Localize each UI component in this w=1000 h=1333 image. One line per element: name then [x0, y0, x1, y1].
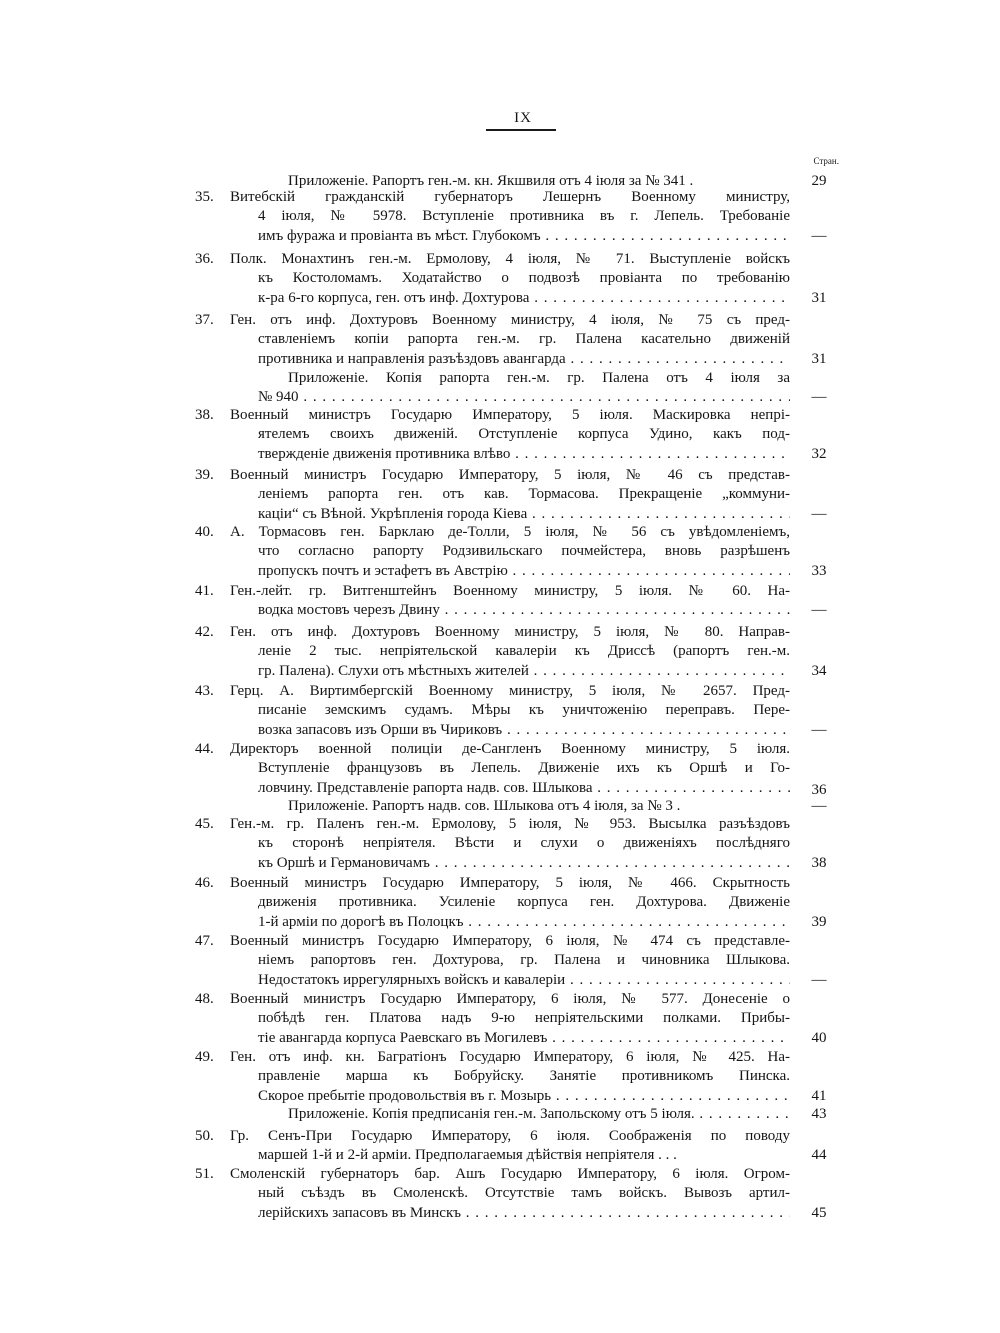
entry-line-text: водка мостовъ черезъ Двину . . . — [258, 602, 790, 618]
entry-line — [258, 834, 790, 853]
entry-page-number: 44 — [811, 1147, 827, 1164]
entry-number: 36. — [195, 251, 214, 267]
entry-line — [230, 874, 790, 893]
entry-line-text: ніемъ рапортовъ ген. Дохтурова, гр. Палена и чиновника Шлыкова. — [258, 952, 790, 969]
entry-page-number: 38 — [811, 854, 827, 871]
entry-number: 47. — [195, 933, 214, 949]
entry-line — [230, 1165, 790, 1184]
entry-line-text: Военный министръ Государю Императору, 6 іюля, № 474 съ представле- — [230, 933, 790, 949]
entry-line-text: возка запасовъ изъ Орши въ Чириковъ . . . — [258, 722, 790, 738]
entry-line-text: Военный министръ Государю Императору, 6 іюля, № 577. Донесеніе о — [230, 991, 790, 1007]
entry-line — [258, 227, 790, 246]
entry-page-number: — — [811, 721, 827, 738]
entry-line-text: А. Тормасовъ ген. Барклаю де-Толли, 5 іюля, № 56 съ увѣдомленіемъ, — [230, 524, 790, 540]
entry-number: 42. — [195, 624, 214, 640]
entry-line-text: Вступленіе французовъ въ Лепель. Движеніе ихъ къ Оршѣ и Го- — [258, 760, 790, 777]
entry-line — [230, 582, 790, 601]
entry-line-text: писаніе земскимъ судамъ. Мѣры къ уничтоженію переправъ. Пере- — [258, 702, 790, 719]
entry-number: 35. — [195, 189, 214, 205]
entry-line-text: Приложеніе. Рапортъ надв. сов. Шлыкова отъ 4 іюля, за № 3 . — [288, 798, 681, 814]
entry-line — [258, 562, 790, 581]
entry-line — [230, 815, 790, 834]
entry-line-text: Ген. отъ инф. кн. Багратіонъ Государю Императору, 6 іюля, № 425. На- — [230, 1049, 790, 1065]
entry-line — [258, 893, 790, 912]
entry-line-text: Военный министръ Государю Императору, 5 іюля. Маскировка непрі- — [230, 407, 790, 423]
entry-number: 43. — [195, 683, 214, 699]
entry-line-text: правленіе марша къ Бобруйску. Занятіе противникомъ Пинска. — [258, 1068, 790, 1085]
entry-line — [258, 662, 790, 681]
entry-line-text: Недостатокъ иррегулярныхъ войскъ и кавалеріи . . . — [258, 972, 790, 988]
entry-line-text: что согласно рапорту Родзивильскаго почмейстера, вновь разрѣшенъ — [258, 543, 790, 560]
entry-line-text: 4 іюля, № 5978. Вступленіе противника въ г. Лепель. Требованіе — [258, 208, 790, 225]
entry-line-text: ловчину. Представленіе рапорта надв. сов. Шлыкова . . . — [258, 780, 790, 796]
entry-line — [230, 1127, 790, 1146]
entry-number: 50. — [195, 1128, 214, 1144]
entry-line — [258, 1087, 790, 1106]
entry-line-text: твержденіе движенія противника влѣво . . . — [258, 446, 790, 462]
entry-number: 51. — [195, 1166, 214, 1182]
entry-line — [258, 445, 790, 464]
entry-number: 49. — [195, 1049, 214, 1065]
entry-line-text: имъ фуража и провіанта въ мѣст. Глубокомъ . . . — [258, 228, 790, 244]
entry-page-number: 43 — [811, 1106, 827, 1122]
entry-number: 45. — [195, 816, 214, 832]
entry-number: 38. — [195, 407, 214, 423]
entry-line-text: маршей 1-й и 2-й арміи. Предполагаемыя дѣйствія непріятеля . . . — [258, 1147, 677, 1164]
entry-number: 40. — [195, 524, 214, 540]
entry-line-text: противника и направленія разъѣздовъ авангарда . . . — [258, 351, 790, 367]
entry-line — [258, 601, 790, 620]
entry-page-number: — — [811, 505, 827, 522]
entry-page-number: 33 — [811, 562, 827, 579]
entry-line — [258, 388, 790, 407]
entry-line-text: пропускъ почтъ и эстафетъ въ Австрію . . . — [258, 563, 790, 579]
entry-line — [230, 1048, 790, 1067]
entry-line — [258, 1146, 790, 1165]
entry-page-number: — — [811, 227, 827, 244]
entry-line — [230, 990, 790, 1009]
entry-line-text: Гр. Сенъ-При Государю Императору, 6 іюля. Соображенія по поводу — [230, 1128, 790, 1144]
entry-page-number: 32 — [811, 445, 827, 462]
entry-line — [230, 250, 790, 269]
entry-line-text: гр. Палена). Слухи отъ мѣстныхъ жителей . . . — [258, 663, 790, 679]
entry-line — [258, 779, 790, 798]
entry-line-text: Ген. отъ инф. Дохтуровъ Военному министру, 4 іюля, № 75 съ пред- — [230, 312, 790, 328]
entry-line — [258, 951, 790, 970]
entry-line — [258, 1029, 790, 1048]
entry-line-text: каціи“ съ Вѣной. Укрѣпленія города Кіева . . . — [258, 506, 790, 522]
entry-line — [258, 542, 790, 561]
entry-line-text: леніемъ рапорта ген. отъ кав. Тормасова. Прекращеніе „коммуни- — [258, 486, 790, 503]
entry-line-text: леніе 2 тыс. непріятельской кавалеріи къ Дриссѣ (рапортъ ген.-м. — [258, 643, 790, 660]
page-number-rule — [486, 129, 556, 131]
entry-line — [258, 721, 790, 740]
entry-line — [258, 971, 790, 990]
entry-line — [230, 682, 790, 701]
entry-line-text: к-ра 6-го корпуса, ген. отъ инф. Дохтурова . . . — [258, 290, 790, 306]
entry-line-text: 1-й арміи по дорогѣ въ Полоцкъ . . . — [258, 914, 790, 930]
entry-page-number: 36 — [811, 781, 827, 798]
entry-line-text: Полк. Монахтинъ ген.-м. Ермолову, 4 іюля, № 71. Выступленіе войскъ — [230, 251, 790, 267]
entry-line-text: № 940 . . . — [258, 389, 790, 405]
entry-line-text: побѣдѣ ген. Платова надъ 9-ю непріятельскими полками. Прибы- — [258, 1010, 790, 1027]
entry-number: 39. — [195, 467, 214, 483]
entry-line-text: ятелемъ своихъ движеній. Отступленіе корпуса Удино, какъ под- — [258, 426, 790, 443]
entry-page-number: 45 — [811, 1204, 827, 1221]
entry-number: 37. — [195, 312, 214, 328]
entry-line — [258, 701, 790, 720]
entry-line — [258, 350, 790, 369]
entry-line-text: Военный министръ Государю Императору, 5 іюля, № 466. Скрытность — [230, 875, 790, 891]
entry-line — [258, 207, 790, 226]
entry-line — [258, 759, 790, 778]
entry-page-number: 29 — [811, 173, 827, 189]
entry-line — [258, 485, 790, 504]
entry-line — [258, 913, 790, 932]
entry-page-number: — — [811, 798, 827, 814]
entry-line-text: къ Оршѣ и Германовичамъ . . . — [258, 855, 790, 871]
entry-line-text: Смоленскій губернаторъ бар. Ашъ Государю Императору, 6 іюля. Огром- — [230, 1166, 790, 1182]
entry-line — [258, 854, 790, 873]
entry-line — [258, 330, 790, 349]
entry-line-text: къ Костоломамъ. Ходатайство о подвозѣ провіанта по требованію — [258, 270, 790, 287]
entry-page-number: — — [811, 971, 827, 988]
entry-page-number: — — [811, 389, 827, 406]
entry-number: 48. — [195, 991, 214, 1007]
entry-line-text: Приложеніе. Копія предписанія ген.-м. Запольскому отъ 5 іюля. . . . — [288, 1106, 790, 1122]
entry-line — [288, 1105, 790, 1124]
entry-line-text: Витебскій гражданскій губернаторъ Лешернъ Военному министру, — [230, 189, 790, 205]
page-number: IX — [514, 110, 532, 126]
entry-page-number: 31 — [811, 289, 827, 306]
page-column-header: Стран. — [813, 156, 839, 166]
entry-line — [230, 188, 790, 207]
entry-line — [288, 797, 790, 816]
entry-page-number: 39 — [811, 913, 827, 930]
entry-line — [258, 505, 790, 524]
entry-line-text: Директоръ военной полиціи де-Сангленъ Военному министру, 5 іюля. — [230, 741, 790, 757]
entry-line — [258, 1067, 790, 1086]
entry-line-text: Военный министръ Государю Императору, 5 іюля, № 46 съ представ- — [230, 467, 790, 483]
entry-line — [258, 289, 790, 308]
entry-page-number: 31 — [811, 350, 827, 367]
entry-page-number: — — [811, 602, 827, 619]
entry-line — [230, 466, 790, 485]
entry-line-text: Ген.-м. гр. Паленъ ген.-м. Ермолову, 5 іюля, № 953. Высылка разъѣздовъ — [230, 816, 790, 832]
entry-line — [258, 269, 790, 288]
entry-line-text: Приложеніе. Рапортъ ген.-м. кн. Якшвиля отъ 4 іюля за № 341 . — [288, 173, 694, 189]
entry-number: 41. — [195, 583, 214, 599]
entry-line — [258, 1009, 790, 1028]
entry-line-text: Герц. А. Виртимбергскій Военному министру, 5 іюля, № 2657. Пред- — [230, 683, 790, 699]
entry-line-text: Скорое пребытіе продовольствія въ г. Мозырь . . . — [258, 1088, 790, 1104]
entry-line-text: Ген.-лейт. гр. Витгенштейнъ Военному министру, 5 іюля. № 60. На- — [230, 583, 790, 599]
entry-number: 46. — [195, 875, 214, 891]
entry-page-number: 41 — [811, 1087, 827, 1104]
entry-line-text: Ген. отъ инф. Дохтуровъ Военному министру, 5 іюля, № 80. Направ- — [230, 624, 790, 640]
entry-line — [230, 932, 790, 951]
entry-line-text: тіе авангарда корпуса Раевскаго въ Могилевъ . . . — [258, 1030, 790, 1046]
entry-line — [258, 1184, 790, 1203]
entry-line — [230, 406, 790, 425]
entry-line — [288, 369, 790, 388]
entry-line — [258, 642, 790, 661]
entry-line-text: къ сторонѣ непріятеля. Вѣсти и слухи о движеніяхъ послѣдняго — [258, 835, 790, 852]
entry-number: 44. — [195, 741, 214, 757]
entry-page-number: 34 — [811, 662, 827, 679]
entry-line — [230, 623, 790, 642]
entry-line — [258, 1204, 790, 1223]
entry-line-text: ставленіемъ копіи рапорта ген.-м. гр. Палена касательно движеній — [258, 331, 790, 348]
entry-line — [258, 425, 790, 444]
entry-line-text: ный съѣздъ въ Смоленскѣ. Отсутствіе тамъ войскъ. Вывозъ артил- — [258, 1185, 790, 1202]
entry-line — [230, 523, 790, 542]
entry-line — [230, 311, 790, 330]
entry-page-number: 40 — [811, 1029, 827, 1046]
entry-line-text: движенія противника. Усиленіе корпуса ген. Дохтурова. Движеніе — [258, 894, 790, 911]
entry-line-text: лерійскихъ запасовъ въ Минскъ . . . — [258, 1205, 790, 1221]
entry-line-text: Приложеніе. Копія рапорта ген.-м. гр. Палена отъ 4 іюля за — [288, 370, 790, 386]
entry-line — [230, 740, 790, 759]
